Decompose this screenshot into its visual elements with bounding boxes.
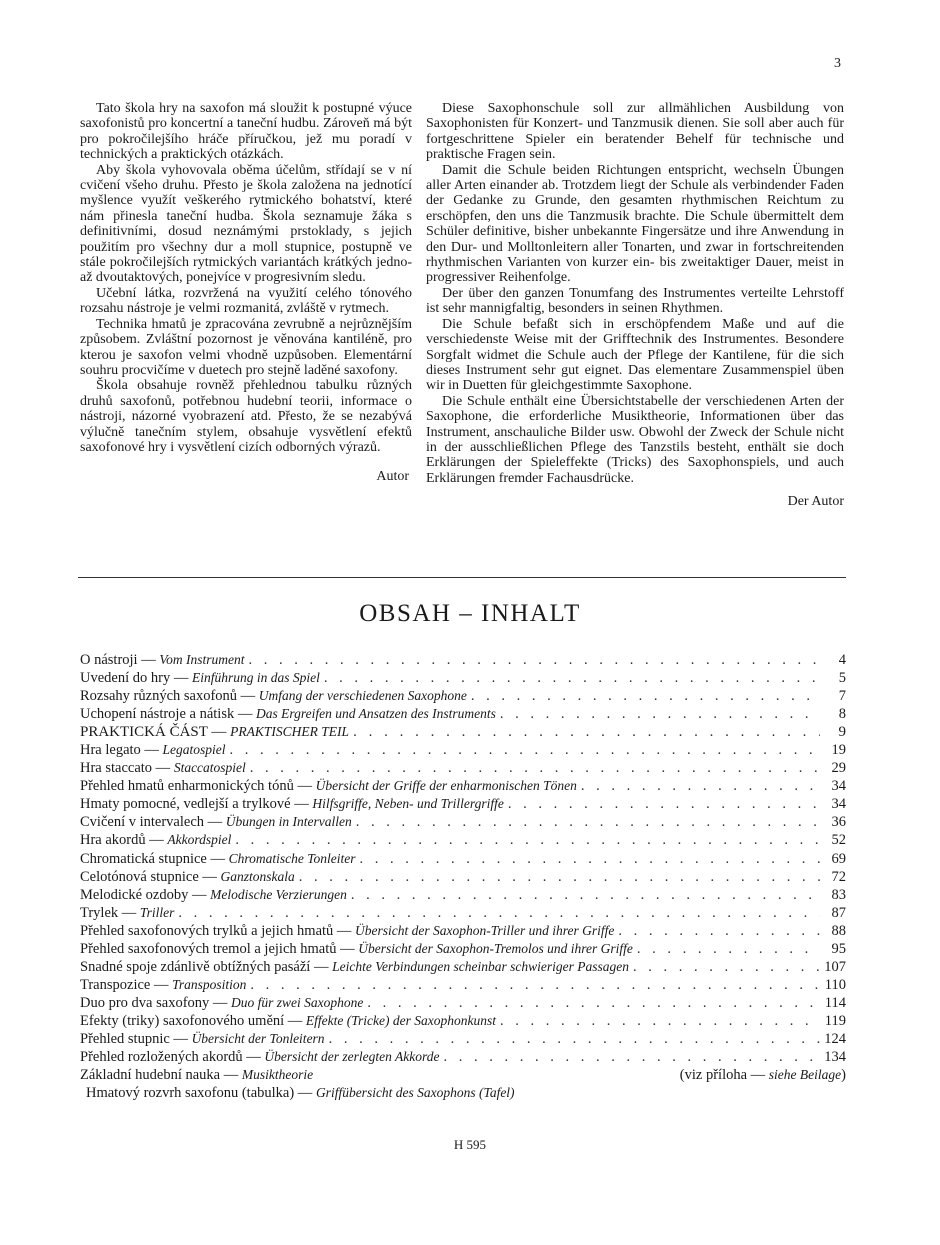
section-divider (78, 577, 846, 578)
toc-dot-leader (355, 850, 820, 868)
toc-dot-leader (496, 1012, 820, 1030)
signature-czech: Autor (376, 469, 409, 485)
toc-entry (80, 651, 846, 669)
preface-german (426, 101, 844, 510)
toc-dot-leader (577, 777, 820, 795)
preface-paragraph: Diese Saxophonschule soll zur allmählichen Ausbildung von Saxophonisten für Konzert- und Tanzmusik dienen. Sie soll aber auch für fortgeschrittene Spieler ein beratender Behelf für technische und praktische Fragen sein. (426, 101, 844, 163)
toc-entry (80, 705, 846, 723)
toc-entry-label: Uchopení nástroje a nátisk — Das Ergreifen und Ansatzen des Instruments (80, 706, 496, 723)
toc-entry-label: Hmaty pomocné, vedlejší a trylkové — Hilfsgriffe, Neben- und Trillergriffe (80, 796, 504, 813)
toc-page-number: 88 (831, 922, 846, 939)
toc-page-number: 4 (838, 652, 846, 668)
toc-page-number: 34 (831, 778, 846, 795)
toc-entry (80, 976, 846, 994)
toc-page-number: 29 (831, 760, 846, 777)
toc-dot-leader (246, 976, 820, 994)
toc-entry (80, 868, 846, 886)
toc-entry-label: Transpozice — Transposition (80, 976, 247, 993)
toc-dot-leader (440, 1048, 821, 1066)
toc-dot-leader (352, 813, 820, 831)
preface-czech (80, 101, 412, 485)
toc-page-number: 107 (824, 958, 846, 975)
toc-page-number: 72 (831, 868, 846, 885)
toc-dot-leader (244, 651, 820, 669)
toc-dot-leader (614, 922, 820, 940)
toc-entry (80, 813, 846, 831)
preface-paragraph: Technika hmatů je zpracována zevrubně a nejrůznějším způsobem. Zvláštní pozornost je věnována kantiléně, pro kterou je saxofon velmi vhodně uzpůsoben. Elementární souhru procvičíme v duetech pro stejně laděné saxofony. (80, 316, 412, 378)
toc-entry-note: (viz příloha — siehe Beilage) (679, 1067, 846, 1084)
toc-page-number: 52 (831, 832, 846, 849)
toc-entry (80, 922, 846, 940)
toc-entry-label: Hra legato — Legatospiel (80, 742, 226, 759)
toc-page-number: 34 (831, 796, 846, 813)
toc-entry-label: Efekty (triky) saxofonového umění — Effekte (Tricke) der Saxophonkunst (80, 1012, 496, 1029)
toc-dot-leader (231, 831, 820, 849)
toc-entry-label: Hra staccato — Staccatospiel (80, 760, 246, 777)
toc-dot-leader (467, 687, 820, 705)
footer-catalog-number: H 595 (453, 1137, 487, 1152)
table-of-contents (80, 651, 846, 1102)
toc-entry-label: Trylek — Triller (80, 904, 175, 921)
preface-paragraph: Tato škola hry na saxofon má sloužit k postupné výuce saxofonistů pro koncertní a taneční hudbu. Zároveň má být pro pokročilejšího hráče příručkou, jež mu poradí v technických a praktických otázkách. (80, 101, 412, 163)
toc-dot-leader (174, 904, 820, 922)
toc-dot-leader (363, 994, 820, 1012)
toc-page-number: 69 (831, 850, 846, 867)
toc-entry-label: Přehled saxofonových trylků a jejich hmatů — Übersicht der Saxophon-Triller und ihrer Griffe (80, 922, 615, 939)
toc-page-number: 36 (831, 814, 846, 831)
toc-dot-leader (504, 795, 820, 813)
toc-entry (80, 759, 846, 777)
toc-dot-leader (629, 958, 820, 976)
toc-entry-label: Rozsahy různých saxofonů — Umfang der verschiedenen Saxophone (80, 688, 467, 705)
toc-dot-leader (295, 868, 820, 886)
toc-entry (80, 958, 846, 976)
toc-entry (80, 1012, 846, 1030)
toc-page-number: 119 (824, 1012, 846, 1029)
toc-entry-label: Uvedení do hry — Einführung in das Spiel (80, 670, 320, 687)
toc-entry (80, 994, 846, 1012)
toc-entry (80, 687, 846, 705)
toc-dot-leader (325, 1030, 820, 1048)
toc-entry (80, 886, 846, 904)
toc-dot-leader (633, 940, 820, 958)
preface-paragraph: Damit die Schule beiden Richtungen entspricht, wechseln Übungen aller Arten einander ab. Trotzdem liegt der Schule als verbindender Faden der Gedanke zu Grunde, den gesamten rhythmischen Reichtum zu erschöpfen, den uns die Tanzmusik brachte. Die Schule übermittelt dem Schüler definitive, bisher unbekannte Fingersätze und ihre Anwendung in den Dur- und Molltonleitern aller Tonarten, und zwar in fortschreitenden rhythmischen Varianten von kurzer ein- bis zweitaktiger Dauer, meist in progressiver Reihenfolge. (426, 162, 844, 286)
page-number: 3 (834, 56, 841, 71)
toc-page-number: 83 (831, 886, 846, 903)
toc-dot-leader (320, 669, 820, 687)
toc-page-number: 7 (838, 688, 846, 705)
toc-entry-label: Duo pro dva saxofony — Duo für zwei Saxophone (80, 994, 364, 1011)
toc-page-number: 124 (824, 1030, 846, 1047)
toc-page-number: 95 (831, 940, 846, 957)
toc-entry (80, 741, 846, 759)
toc-entry-theory (80, 1066, 846, 1084)
toc-entry (80, 904, 846, 922)
toc-page-number: 8 (838, 706, 846, 723)
toc-entry-label: O nástroji — Vom Instrument (80, 652, 245, 668)
toc-dot-leader (347, 886, 820, 904)
toc-entry-label: Přehled hmatů enharmonických tónů — Übersicht der Griffe der enharmonischen Tönen (80, 778, 577, 795)
toc-page-number: 9 (838, 724, 846, 741)
toc-page-number: 87 (831, 904, 846, 921)
signature-german: Der Autor (787, 494, 844, 510)
toc-entry-label: Přehled stupnic — Übersicht der Tonleitern (80, 1030, 325, 1047)
toc-entry-table (80, 1084, 846, 1102)
toc-page-number: 114 (824, 994, 846, 1011)
toc-entry (80, 723, 846, 741)
toc-entry-label: Přehled saxofonových tremol a jejich hmatů — Übersicht der Saxophon-Tremolos und ihrer Griffe (80, 940, 633, 957)
toc-entry-label: Hra akordů — Akkordspiel (80, 832, 232, 849)
toc-page-number: 134 (824, 1049, 846, 1066)
toc-entry (80, 831, 846, 849)
toc-entry-label: Přehled rozložených akordů — Übersicht der zerlegten Akkorde (80, 1049, 440, 1066)
preface-paragraph: Die Schule enthält eine Übersichtstabelle der verschiedenen Arten der Saxophone, die erforderliche Musiktheorie, Informationen über das Instrument, anschauliche Bilder usw. Obwohl der Zweck der Schule nicht in der ausschließlichen Pflege des Tanzstils besteht, enthält sie doch Erklärungen der Spieleffekte (Tricks) des Saxophonspiels, und auch Erklärungen fremder Fachausdrücke. (426, 393, 844, 486)
toc-entry (80, 850, 846, 868)
toc-dot-leader (246, 759, 820, 777)
toc-entry (80, 1048, 846, 1066)
toc-entry-label: Hmatový rozvrh saxofonu (tabulka) — Griffübersicht des Saxophons (Tafel) (86, 1085, 515, 1102)
toc-page-number: 110 (824, 976, 846, 993)
toc-entry-label: PRAKTICKÁ ČÁST — PRAKTISCHER TEIL (80, 724, 350, 741)
toc-entry-label: Melodické ozdoby — Melodische Verzierungen (80, 886, 347, 903)
toc-entry-label: Chromatická stupnice — Chromatische Tonleiter (80, 850, 356, 867)
preface-paragraph: Die Schule befaßt sich in erschöpfendem Maße und auf die verschiedenste Weise mit der Grifftechnik des Instrumentes. Besondere Sorgfalt widmet die Schule auch der Pflege der Kantilene, für die sich dieses Instrument sehr gut eignet. Das elementare Zusammenspiel üben wir in Duetten für gleichgestimmte Saxophone. (426, 316, 844, 394)
toc-entry (80, 795, 846, 813)
toc-page-number: 19 (831, 742, 846, 759)
toc-page-number: 5 (838, 670, 846, 687)
toc-entry-label: Cvičení v intervalech — Übungen in Intervallen (80, 814, 352, 831)
toc-entry-label: Snadné spoje zdánlivě obtížných pasáží — Leichte Verbindungen scheinbar schwieriger Passagen (80, 958, 630, 975)
toc-entry (80, 777, 846, 795)
toc-dot-leader (226, 741, 820, 759)
toc-entry-label: Základní hudební nauka — Musiktheorie (80, 1067, 314, 1084)
toc-dot-leader (349, 723, 820, 741)
toc-entry (80, 1030, 846, 1048)
toc-dot-leader (496, 705, 820, 723)
preface-paragraph: Der über den ganzen Tonumfang des Instrumentes verteilte Lehrstoff ist sehr mannigfaltig, besonders in seinen Rhythmen. (426, 285, 844, 317)
preface-paragraph: Učební látka, rozvržená na využití celého tónového rozsahu nástroje je velmi rozmanitá, zvláště v rytmech. (80, 285, 412, 317)
toc-entry (80, 940, 846, 958)
preface-paragraph: Aby škola vyhovovala oběma účelům, střídají se v ní cvičení všeho druhu. Přesto je škola založena na jednotící myšlence využít veškerého rytmického bohatství, které nám přinesla taneční hudba. Škola seznamuje žáka s definitivními, dosud neznámými prstoklady, s jejich použitím pro všechny dur a moll stupnice, postupně ve stále pokročilejších rytmických variantách krátkých jedno- až dvoutaktových, ponejvíce v progresivním sledu. (80, 162, 412, 286)
toc-title: OBSAH – INHALT (359, 600, 581, 627)
preface-paragraph: Škola obsahuje rovněž přehlednou tabulku různých druhů saxofonů, potřebnou hudební teorii, informace o nástroji, názorné vyobrazení atd. Přesto, že se nezabývá výlučně tanečním stylem, obsahuje vysvětlení efektů saxofonové hry i vysvětlení cizích odborných výrazů. (80, 378, 412, 455)
toc-entry-label: Celotónová stupnice — Ganztonskala (80, 868, 295, 885)
toc-entry (80, 669, 846, 687)
